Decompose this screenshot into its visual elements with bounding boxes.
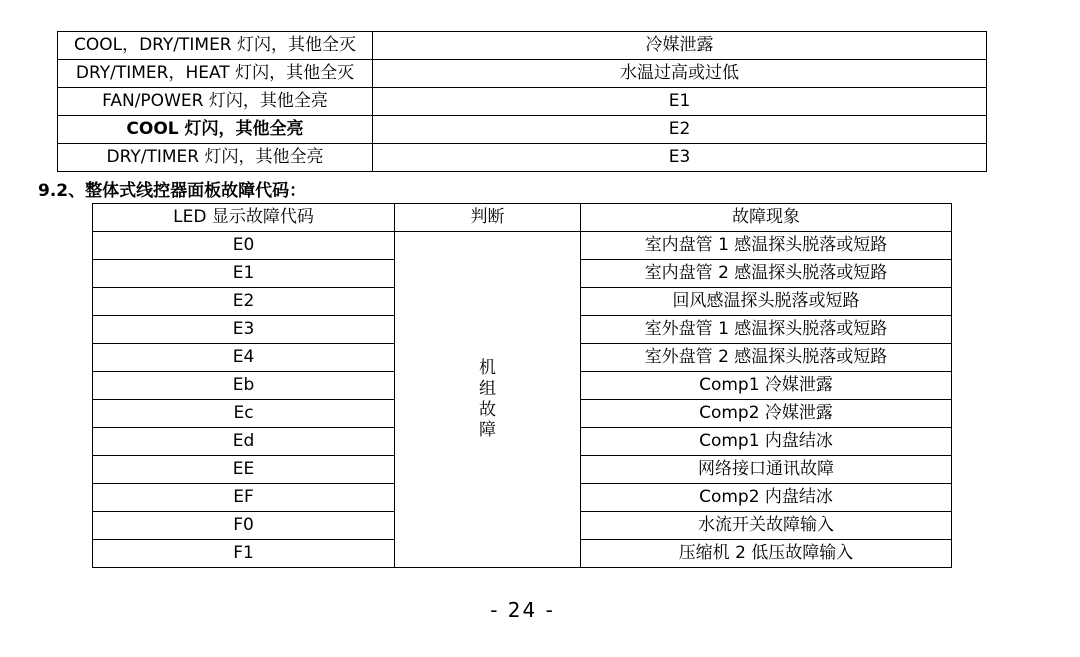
header-judgement: 判断 <box>395 204 581 232</box>
fault-code-row <box>93 232 952 260</box>
page-number: - 24 - <box>490 598 555 622</box>
fault-phenomenon: 网络接口通讯故障 <box>581 456 952 484</box>
fault-phenomenon: Comp2 冷媒泄露 <box>581 400 952 428</box>
fault-phenomenon: Comp2 内盘结冰 <box>581 484 952 512</box>
fault-code: Ed <box>93 428 395 456</box>
fault-phenomenon: 室外盘管 2 感温探头脱落或短路 <box>581 344 952 372</box>
indicator-state: DRY/TIMER 灯闪，其他全亮 <box>58 144 373 172</box>
fault-code: Eb <box>93 372 395 400</box>
fault-code: F0 <box>93 512 395 540</box>
section-heading: 9.2、整体式线控器面板故障代码： <box>38 181 307 201</box>
fault-code: EE <box>93 456 395 484</box>
fault-code: E1 <box>93 260 395 288</box>
fault-code: E3 <box>93 316 395 344</box>
fault-phenomenon: 室内盘管 1 感温探头脱落或短路 <box>581 232 952 260</box>
indicator-meaning: E2 <box>373 116 987 144</box>
judgement-cell <box>395 232 581 568</box>
indicator-meaning: 水温过高或过低 <box>373 60 987 88</box>
judgement-label: 机组故障 <box>478 358 496 441</box>
fault-phenomenon: 水流开关故障输入 <box>581 512 952 540</box>
header-phenomenon: 故障现象 <box>581 204 952 232</box>
indicator-fault-table <box>57 31 987 172</box>
indicator-row <box>58 116 987 144</box>
indicator-row <box>58 60 987 88</box>
fault-phenomenon: 回风感温探头脱落或短路 <box>581 288 952 316</box>
fault-phenomenon: Comp1 内盘结冰 <box>581 428 952 456</box>
indicator-meaning: E3 <box>373 144 987 172</box>
indicator-row <box>58 88 987 116</box>
fault-phenomenon: 室外盘管 1 感温探头脱落或短路 <box>581 316 952 344</box>
indicator-fault-table-body <box>58 32 987 172</box>
fault-phenomenon: Comp1 冷媒泄露 <box>581 372 952 400</box>
header-led-code: LED 显示故障代码 <box>93 204 395 232</box>
indicator-meaning: 冷媒泄露 <box>373 32 987 60</box>
indicator-state: FAN/POWER 灯闪，其他全亮 <box>58 88 373 116</box>
fault-code: F1 <box>93 540 395 568</box>
fault-phenomenon: 室内盘管 2 感温探头脱落或短路 <box>581 260 952 288</box>
fault-phenomenon: 压缩机 2 低压故障输入 <box>581 540 952 568</box>
fault-code: EF <box>93 484 395 512</box>
fault-code: E4 <box>93 344 395 372</box>
indicator-meaning: E1 <box>373 88 987 116</box>
fault-code: E2 <box>93 288 395 316</box>
indicator-state: COOL，DRY/TIMER 灯闪，其他全灭 <box>58 32 373 60</box>
fault-code-table <box>92 203 952 568</box>
indicator-row <box>58 144 987 172</box>
indicator-state: DRY/TIMER，HEAT 灯闪，其他全灭 <box>58 60 373 88</box>
indicator-row <box>58 32 987 60</box>
fault-code-table-header-row <box>93 204 952 232</box>
fault-code: Ec <box>93 400 395 428</box>
fault-code: E0 <box>93 232 395 260</box>
indicator-state: COOL 灯闪，其他全亮 <box>58 116 373 144</box>
fault-code-table-body <box>93 232 952 568</box>
